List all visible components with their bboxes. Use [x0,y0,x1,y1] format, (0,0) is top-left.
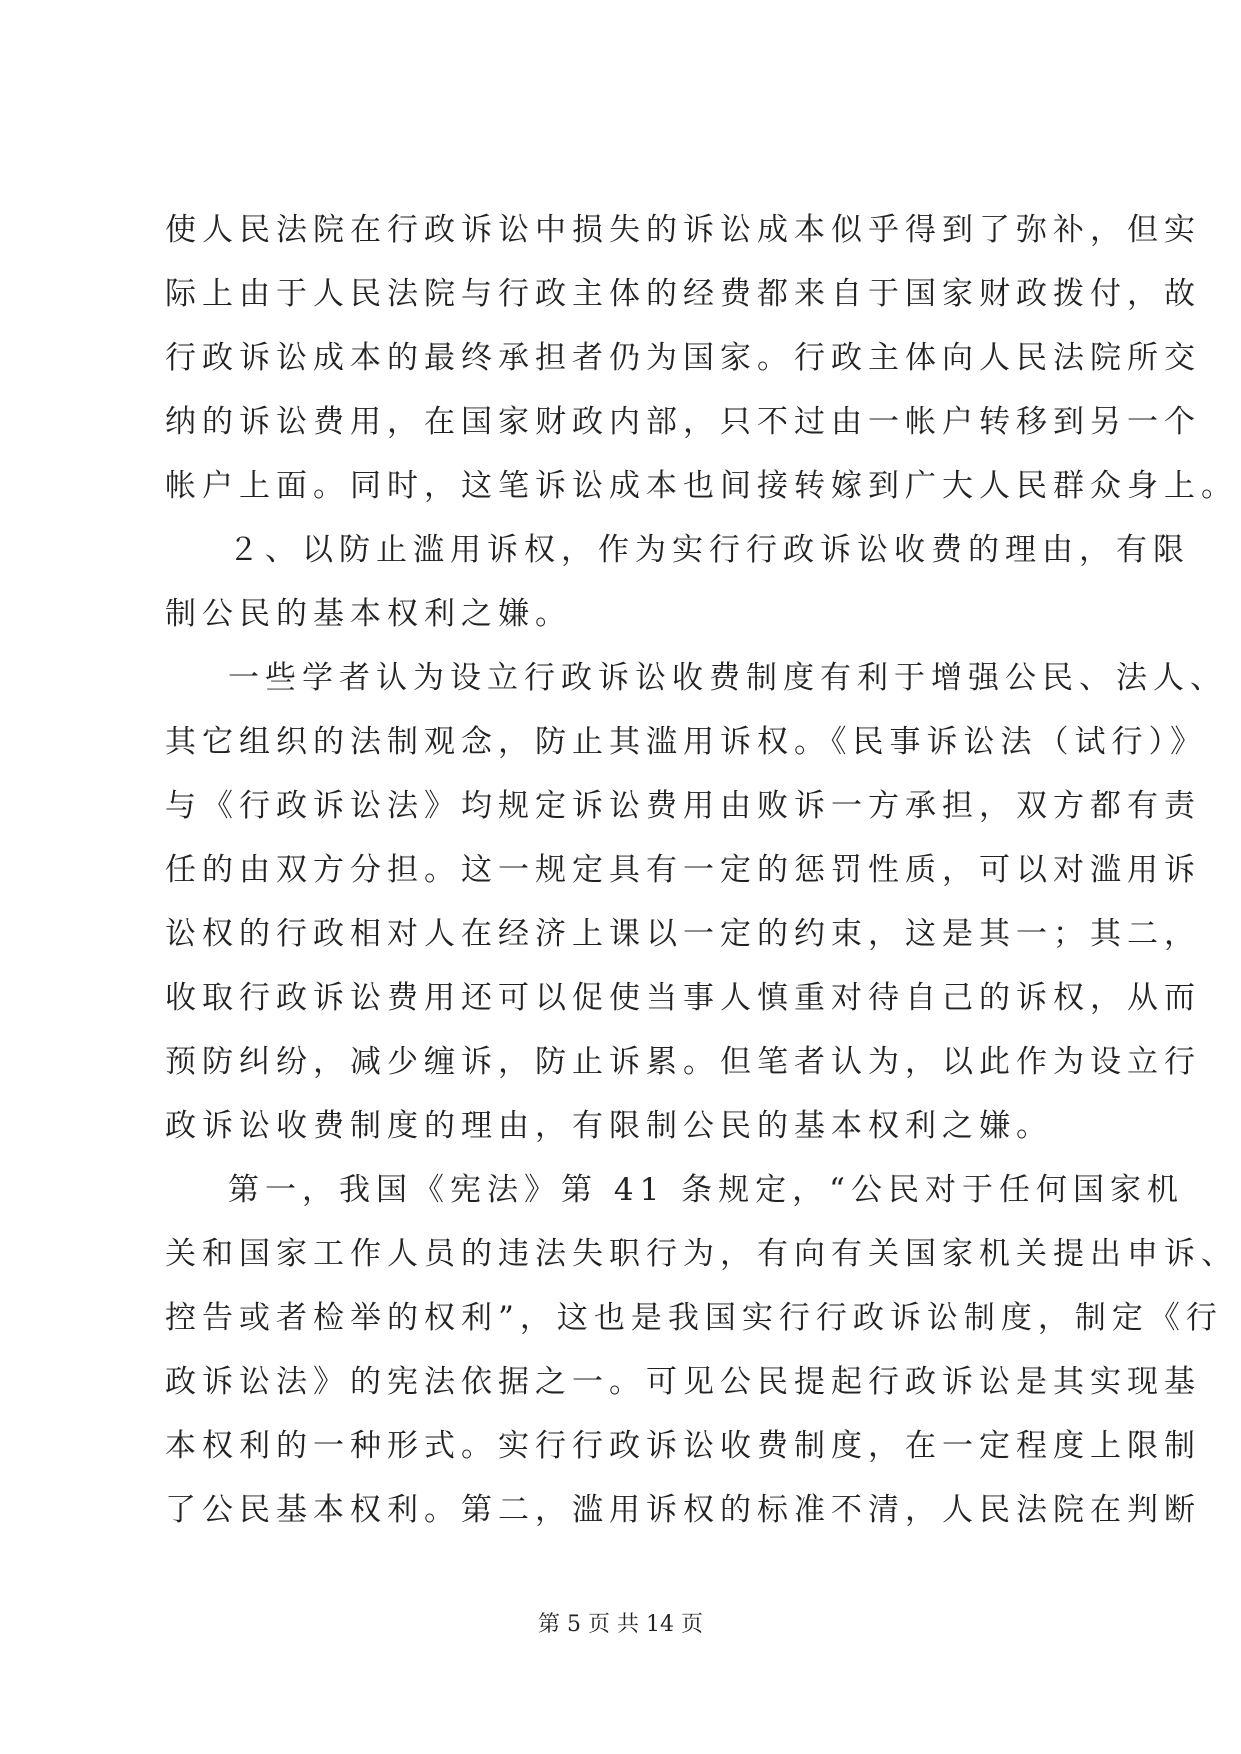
text-line: ２、以防止滥用诉权，作为实行行政诉讼收费的理由，有限 [228,532,1190,568]
text-line: 任的由双方分担。这一规定具有一定的惩罚性质，可以对滥用诉 [165,852,1201,888]
text-line: 制公民的基本权利之嫌。 [165,596,572,632]
text-line: 了公民基本权利。第二，滥用诉权的标准不清，人民法院在判断 [165,1492,1201,1528]
text-line: 本权利的一种形式。实行行政诉讼收费制度，在一定程度上限制 [165,1428,1201,1464]
page-number-footer: 第 5 页 共 14 页 [538,1612,703,1637]
text-line: 政诉讼法》的宪法依据之一。可见公民提起行政诉讼是其实现基 [165,1364,1201,1400]
text-line: 与《行政诉讼法》均规定诉讼费用由败诉一方承担，双方都有责 [165,788,1201,824]
text-line: 收取行政诉讼费用还可以促使当事人慎重对待自己的诉权，从而 [165,980,1201,1016]
text-line: 纳的诉讼费用，在国家财政内部，只不过由一帐户转移到另一个 [165,404,1201,440]
text-line: 使人民法院在行政诉讼中损失的诉讼成本似乎得到了弥补，但实 [165,212,1201,248]
text-line: 其它组织的法制观念，防止其滥用诉权。《民事诉讼法（试行）》 [165,724,1207,760]
text-line: 关和国家工作人员的违法失职行为，有向有关国家机关提出申诉、 [165,1236,1238,1272]
text-line: 一些学者认为设立行政诉讼收费制度有利于增强公民、法人、 [228,660,1227,696]
text-line: 预防纠纷，减少缠诉，防止诉累。但笔者认为，以此作为设立行 [165,1044,1201,1080]
text-line: 讼权的行政相对人在经济上课以一定的约束，这是其一；其二， [165,916,1201,952]
text-line: 行政诉讼成本的最终承担者仍为国家。行政主体向人民法院所交 [165,340,1201,376]
text-line: 帐户上面。同时，这笔诉讼成本也间接转嫁到广大人民群众身上。 [165,468,1238,504]
text-line: 控告或者检举的权利”，这也是我国实行行政诉讼制度，制定《行 [165,1300,1223,1336]
text-line: 政诉讼收费制度的理由，有限制公民的基本权利之嫌。 [165,1108,1053,1144]
text-line: 际上由于人民法院与行政主体的经费都来自于国家财政拨付，故 [165,276,1201,312]
text-line: 第一，我国《宪法》第 41 条规定，“公民对于任何国家机 [228,1172,1184,1208]
